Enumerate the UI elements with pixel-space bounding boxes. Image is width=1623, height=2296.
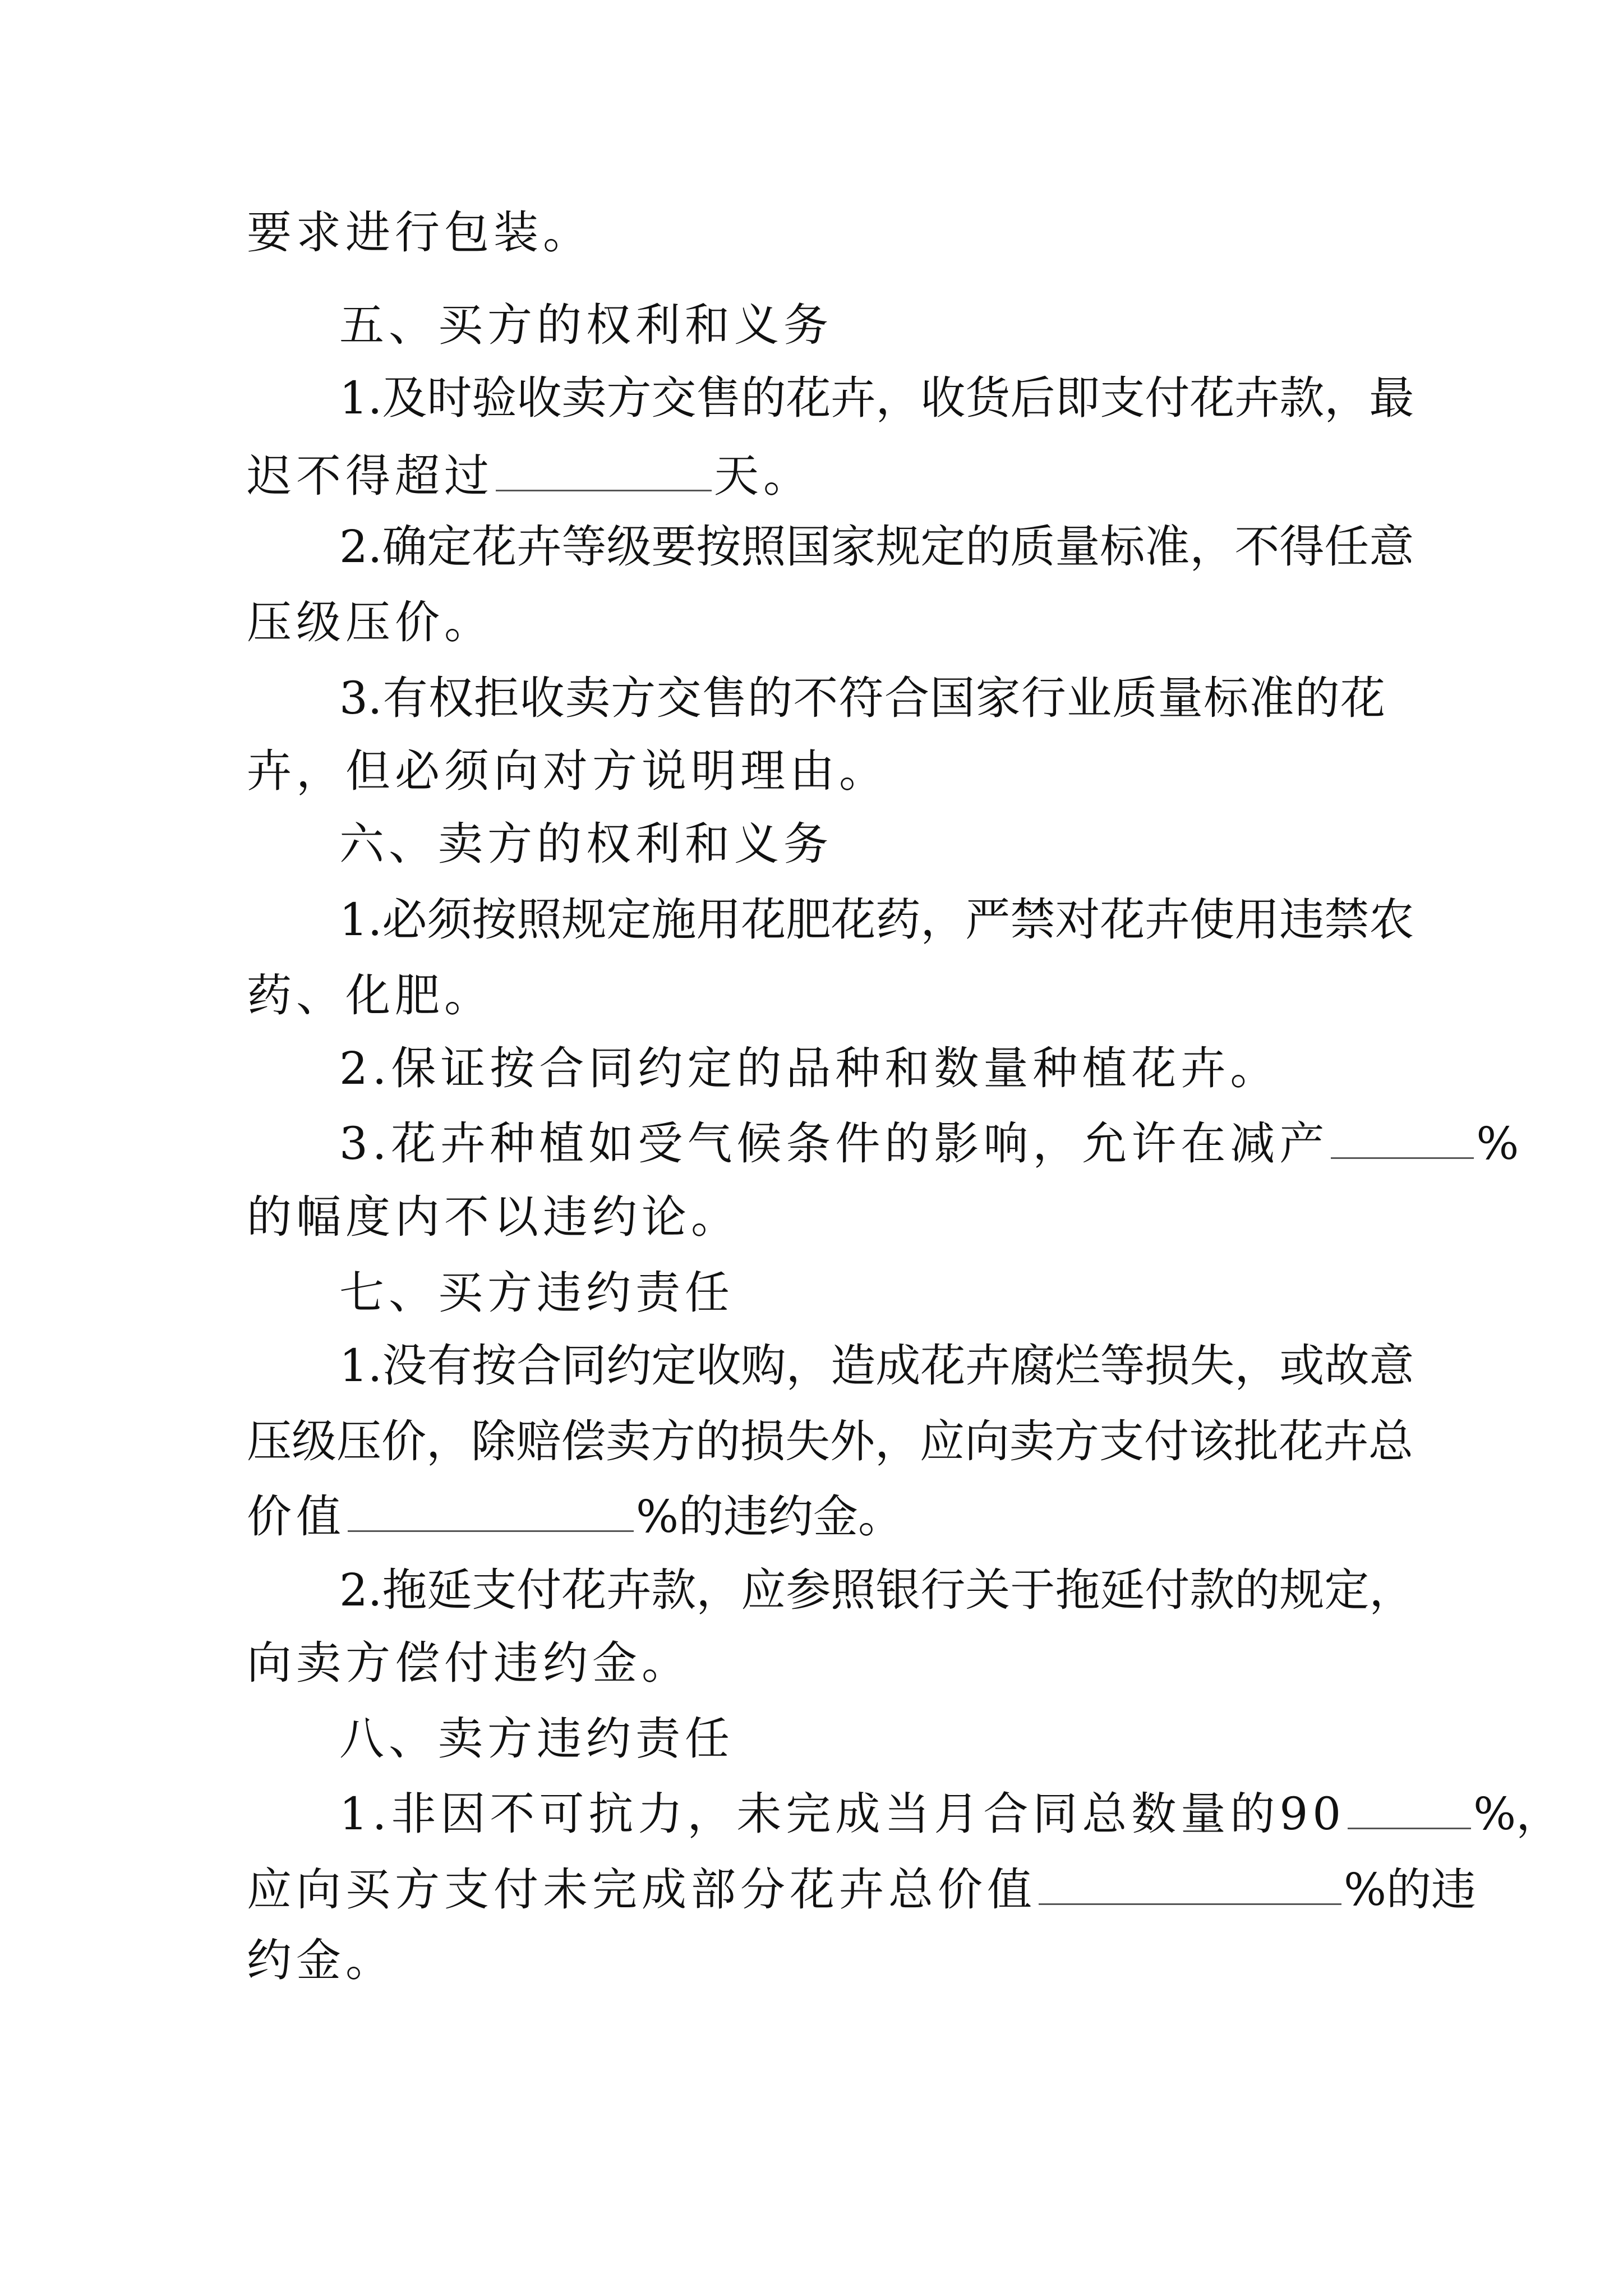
section-heading-7: 七、买方违约责任 xyxy=(339,1267,734,1319)
text-line: 1.及时验收卖方交售的花卉，收货后即支付花卉款，最 xyxy=(339,372,1414,424)
text-line-with-blank xyxy=(247,446,1385,502)
text-line: 压级压价。 xyxy=(247,596,494,648)
text-line: 要求进行包装。 xyxy=(247,206,592,259)
section-heading-5: 五、买方的权利和义务 xyxy=(339,299,833,351)
text-line-with-blank xyxy=(339,1784,1561,1840)
text-segment: 1.非因不可抗力，未完成当月合同总数量的90 xyxy=(339,1788,1346,1840)
text-line: 的幅度内不以违约论。 xyxy=(247,1191,740,1243)
text-line: 药、化肥。 xyxy=(247,969,494,1022)
text-line: 约金。 xyxy=(247,1934,395,1986)
text-segment: 价值 xyxy=(247,1490,345,1543)
text-line: 3.有权拒收卖方交售的不符合国家行业质量标准的花 xyxy=(339,672,1385,724)
fill-blank-days xyxy=(496,446,712,491)
text-line-with-blank xyxy=(247,1860,1477,1916)
text-line-with-blank xyxy=(339,1114,1519,1170)
text-line: 卉，但必须向对方说明理由。 xyxy=(247,745,888,797)
text-segment: %的违约金。 xyxy=(636,1490,903,1543)
text-segment: %的违 xyxy=(1344,1864,1477,1916)
fill-blank-percent xyxy=(1331,1114,1474,1159)
fill-blank-percent xyxy=(1039,1860,1341,1905)
fill-blank-percent xyxy=(1348,1784,1471,1829)
text-line-with-blank xyxy=(247,1487,1385,1543)
text-line: 2.保证按合同约定的品种和数量种植花卉。 xyxy=(339,1042,1280,1094)
text-line: 2.确定花卉等级要按照国家规定的质量标准，不得任意 xyxy=(339,521,1414,573)
fill-blank-percent xyxy=(348,1487,634,1532)
text-line: 1.必须按照规定施用花肥花药，严禁对花卉使用违禁农 xyxy=(339,894,1414,946)
text-line: 2.拖延支付花卉款，应参照银行关于拖延付款的规定， xyxy=(339,1564,1414,1616)
text-line: 1.没有按合同约定收购，造成花卉腐烂等损失，或故意 xyxy=(339,1340,1414,1392)
text-segment: 迟不得超过 xyxy=(247,450,494,502)
section-heading-6: 六、卖方的权利和义务 xyxy=(339,818,833,870)
text-line: 压级压价，除赔偿卖方的损失外，应向卖方支付该批花卉总 xyxy=(247,1415,1413,1467)
section-heading-8: 八、卖方违约责任 xyxy=(339,1713,734,1765)
text-line: 向卖方偿付违约金。 xyxy=(247,1637,691,1689)
text-segment: 天。 xyxy=(714,450,813,502)
text-segment: %， xyxy=(1473,1788,1561,1840)
text-segment: 应向买方支付未完成部分花卉总价值 xyxy=(247,1864,1036,1916)
text-segment: 3.花卉种植如受气候条件的影响，允许在减产 xyxy=(339,1117,1329,1170)
text-segment: % xyxy=(1476,1117,1519,1170)
